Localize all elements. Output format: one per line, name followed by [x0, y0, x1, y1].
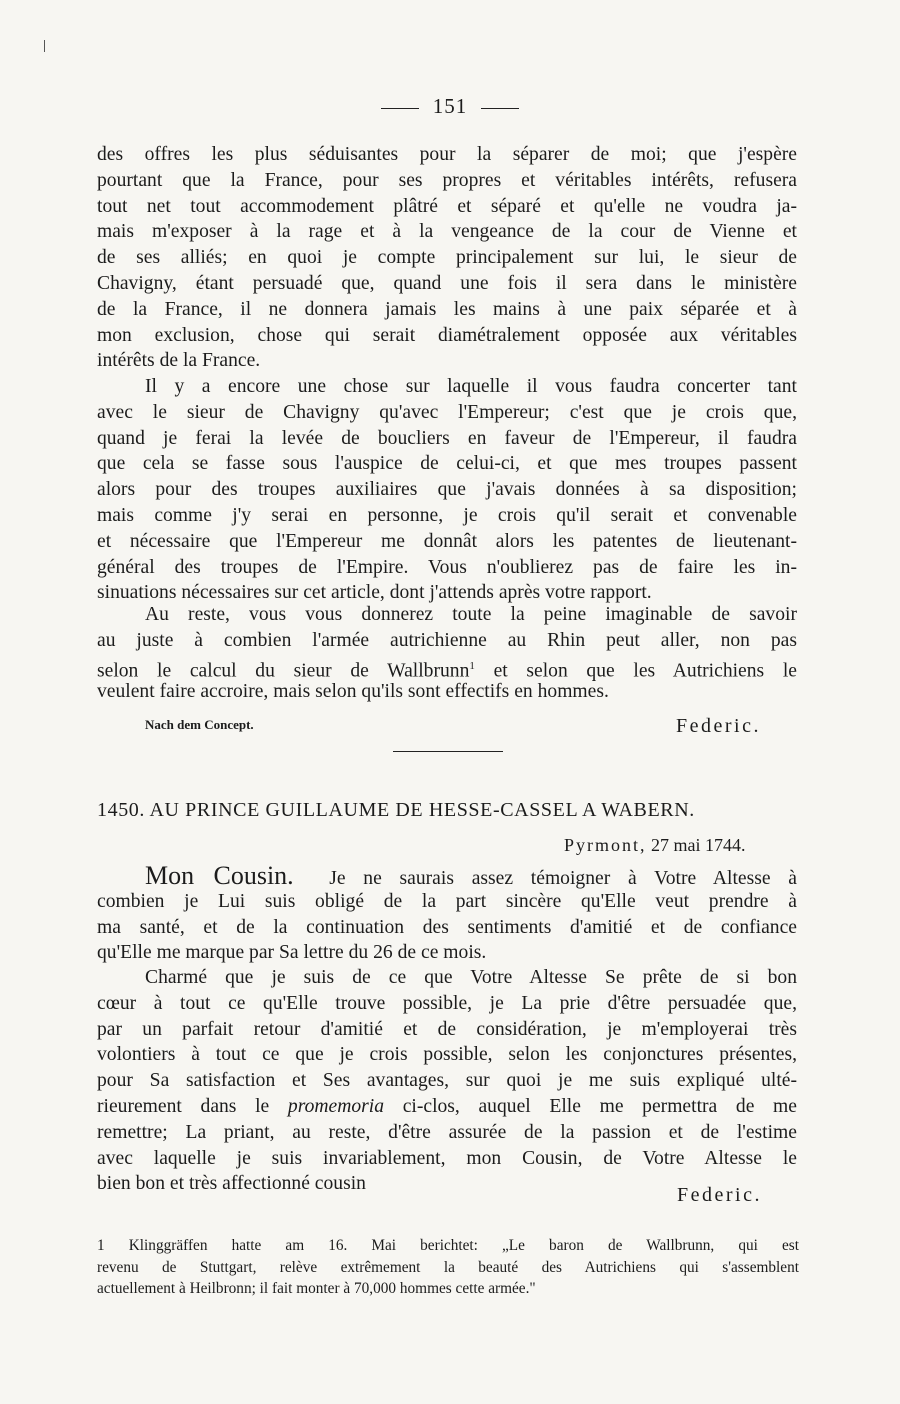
text-line: sinuations nécessaires sur cet article, dont j'attends après votre rapport. — [97, 582, 652, 604]
date: 27 mai 1744. — [651, 835, 746, 855]
text-line-with-footnote — [97, 654, 797, 680]
text-line: cœur à tout ce qu'Elle trouve possible, je La prie d'être persuadée que, — [97, 992, 797, 1014]
letter-heading — [97, 799, 800, 822]
text-line: au juste à combien l'armée autrichienne au Rhin peut aller, non pas — [97, 629, 797, 651]
footnote-line: revenu de Stuttgart, relève extrêmement la beauté des Autrichiens qui s'assemblent — [97, 1258, 799, 1276]
text-line: Il y a encore une chose sur laquelle il vous faudra concerter tant — [145, 376, 797, 397]
text-line: pour Sa satisfaction et Ses avantages, sur quoi je me suis expliqué ulté- — [97, 1070, 797, 1092]
text-line: de ses alliés; en quoi je compte principalement sur lui, le sieur de — [97, 247, 797, 269]
header-dash-left — [381, 108, 419, 109]
text-fragment: ci-clos, auquel Elle me permettra de me — [402, 1095, 797, 1117]
text-line: avec le sieur de Chavigny qu'avec l'Empereur; c'est que je crois que, — [97, 401, 797, 423]
text-line: alors pour des troupes auxiliaires que j'avais données à sa disposition; — [97, 479, 797, 501]
text-line: Au reste, vous vous donnerez toute la peine imaginable de savoir — [145, 604, 797, 625]
text-line: et nécessaire que l'Empereur me donnât alors les patentes de lieutenant- — [97, 530, 797, 552]
text-line: pourtant que la France, pour ses propres et véritables intérêts, refusera — [97, 169, 797, 191]
text-line: veulent faire accroire, mais selon qu'ils sont effectifs en hommes. — [97, 681, 609, 703]
scan-speck — [44, 40, 45, 52]
text-line: que cela se fasse sous l'auspice de celui-ci, et que mes troupes passent — [97, 453, 797, 475]
letter-1449-paragraph-3 — [97, 602, 797, 705]
text-line: qu'Elle me marque par Sa lettre du 26 de ce mois. — [97, 942, 487, 964]
footnote-line: actuellement à Heilbronn; il fait monter à 70,000 hommes cette armée." — [97, 1280, 536, 1297]
text-line: mais m'exposer à la rage et à la vengeance de la cour de Vienne et — [97, 221, 797, 243]
text-line: ma santé, et de la continuation des sentiments d'amitié et de confiance — [97, 916, 797, 938]
text-line: Charmé que je suis de ce que Votre Altesse Se prête de si bon — [145, 967, 797, 988]
page-header — [0, 94, 900, 119]
text-line-with-italic — [97, 1094, 797, 1120]
letter-1449-paragraph-2 — [97, 374, 797, 606]
text-line: général des troupes de l'Empire. Vous n'oublierez pas de faire les in- — [97, 556, 797, 578]
text-line: remettre; La priant, au reste, d'être assurée de la passion et de l'estime — [97, 1121, 797, 1143]
text-line: volontiers à tout ce que je crois possible, selon les conjonctures présentes, — [97, 1044, 797, 1066]
text-line: de la France, il ne donnera jamais les mains à une paix séparée et à — [97, 298, 797, 320]
text-line: des offres les plus séduisantes pour la séparer de moi; que j'espère — [97, 144, 797, 165]
text-fragment: Je ne saurais assez témoigner à Votre Altesse à — [329, 868, 798, 889]
signature: Federic. — [677, 1184, 762, 1206]
page-number: 151 — [432, 94, 468, 118]
text-line: bien bon et très affectionné cousin — [97, 1173, 366, 1195]
text-line: mais comme j'y serai en personne, je crois qu'il serait et convenable — [97, 504, 797, 526]
text-line: tout net tout accommodement plâtré et séparé et qu'elle ne voudra ja- — [97, 195, 797, 217]
text-line: quand je ferai la levée de boucliers en faveur de l'Empereur, il faudra — [97, 427, 797, 449]
letter-title: AU PRINCE GUILLAUME DE HESSE-CASSEL A WABERN. — [149, 799, 695, 821]
text-line: combien je Lui suis obligé de la part sincère qu'Elle veut prendre à — [97, 890, 797, 912]
text-line: mon exclusion, chose qui serait diamétralement opposée aux véritables — [97, 324, 797, 346]
letter-1450-paragraph-2 — [97, 965, 797, 1197]
signature: Federic. — [676, 715, 761, 737]
text-fragment: et selon que les Autrichiens le — [493, 660, 797, 682]
dateline — [564, 835, 746, 856]
salutation: Mon Cousin. — [145, 861, 294, 890]
text-line: par un parfait retour d'amitié et de considération, je m'employerai très — [97, 1018, 797, 1040]
header-dash-right — [481, 108, 519, 109]
letter-1449-paragraph-1 — [97, 142, 797, 374]
footnote-marker: 1 — [469, 659, 475, 672]
text-fragment: selon le calcul du sieur de Wallbrunn — [97, 660, 470, 682]
footnote-line: 1 Klinggräffen hatte am 16. Mai berichtet: „Le baron de Wallbrunn, qui est — [97, 1237, 799, 1254]
text-line: intérêts de la France. — [97, 350, 261, 372]
section-divider — [393, 751, 503, 752]
letter-number: 1450. — [97, 799, 145, 821]
text-line-with-salutation — [97, 863, 797, 889]
footnote — [97, 1235, 799, 1300]
text-line: Chavigny, étant persuadé que, quand une fois il sera dans le ministère — [97, 272, 797, 294]
text-line: avec laquelle je suis invariablement, mon Cousin, de Votre Altesse le — [97, 1147, 797, 1169]
source-note: Nach dem Concept. — [145, 717, 254, 732]
letter-1450-paragraph-1 — [97, 863, 797, 966]
text-fragment: rieurement dans le — [97, 1095, 270, 1117]
italic-term: promemoria — [287, 1095, 385, 1117]
place: Pyrmont, — [564, 835, 647, 855]
